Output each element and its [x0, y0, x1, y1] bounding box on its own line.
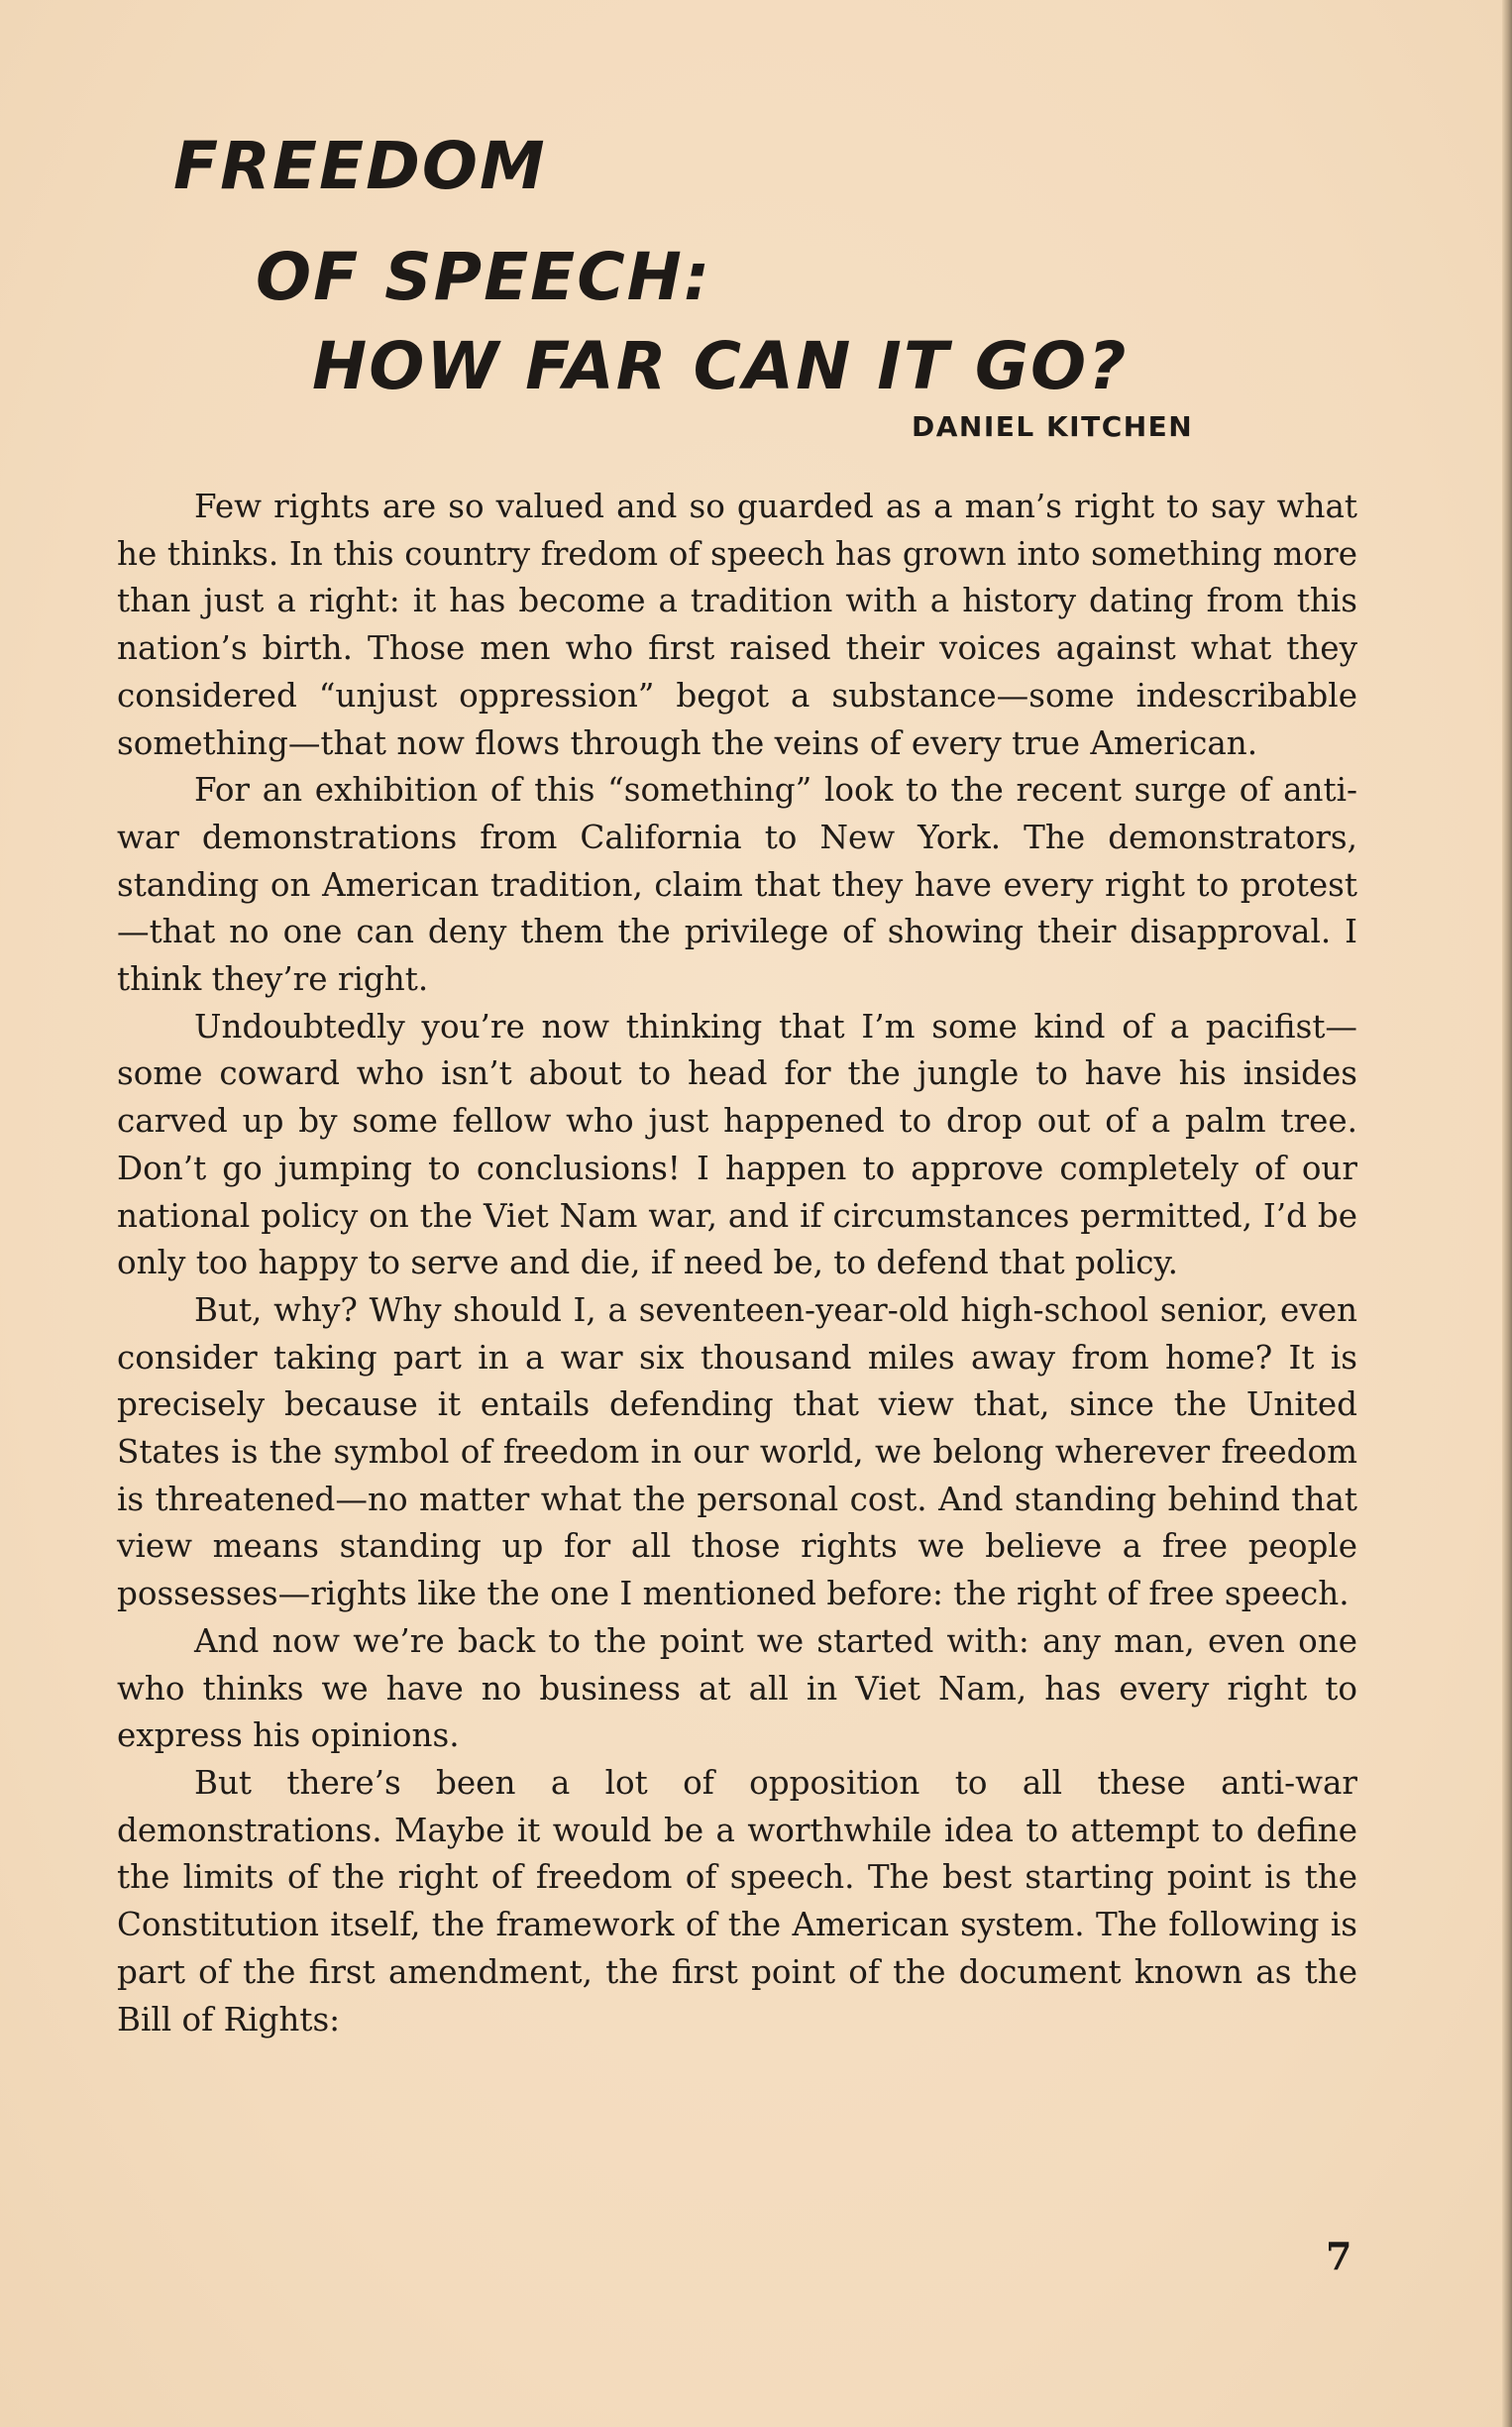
- page-number: 7: [1326, 2234, 1352, 2278]
- title-line-3: HOW FAR CAN IT GO?: [312, 328, 1129, 404]
- paragraph: Undoubtedly you’re now thinking that I’m some kind of a pacifist—some coward who isn’t about to head for the jungle to have his insides carved up by some fellow who just happened to drop out of a palm tree. Don’t go jumping to conclusions! I happen to approve completely of our national policy on the Viet Nam war, and if circumstances permitted, I’d be only too happy to serve and die, if need be, to defend that policy.: [117, 1007, 1357, 1282]
- article-body: [117, 484, 1357, 2043]
- paragraph: Few rights are so valued and so guarded as a man’s right to say what he thinks. In this country fredom of speech has grown into something more than just a right: it has become a tradition with a history dating from this nation’s birth. Those men who first raised their voices against what they considered “unjust oppression” begot a substance—some indescribable something—that now flows through the veins of every true American.: [117, 488, 1357, 762]
- paragraph: But, why? Why should I, a seventeen-year-old high-school senior, even consider taking part in a war six thousand miles away from home? It is precisely because it entails defending that view that, since the United States is the symbol of freedom in our world, we belong wherever freedom is threatened—no matter what the personal cost. And standing behind that view means standing up for all those rights we believe a free people possesses—rights like the one I mentioned before: the right of free speech.: [117, 1290, 1357, 1613]
- author-byline: DANIEL KITCHEN: [912, 410, 1194, 443]
- paragraph: And now we’re back to the point we started with: any man, even one who thinks we have no business at all in Viet Nam, has every right to express his opinions.: [117, 1621, 1357, 1755]
- title-line-1: FREEDOM: [173, 128, 547, 204]
- paragraph: But there’s been a lot of opposition to all these anti-war demonstrations. Maybe it would be a worthwhile idea to attempt to define the limits of the right of freedom of speech. The best starting point is the Constitution itself, the framework of the American system. The following is part of the first amendment, the first point of the document known as the Bill of Rights:: [117, 1763, 1357, 2039]
- title-line-2: OF SPEECH:: [256, 239, 712, 315]
- paragraph: For an exhibition of this “something” look to the recent surge of anti-war demonstrations from California to New York. The demonstrators, standing on American tradition, claim that they have every right to protest—that no one can deny them the privilege of showing their disapproval. I think they’re right.: [117, 771, 1357, 999]
- page-edge-shadow: [1502, 0, 1512, 2427]
